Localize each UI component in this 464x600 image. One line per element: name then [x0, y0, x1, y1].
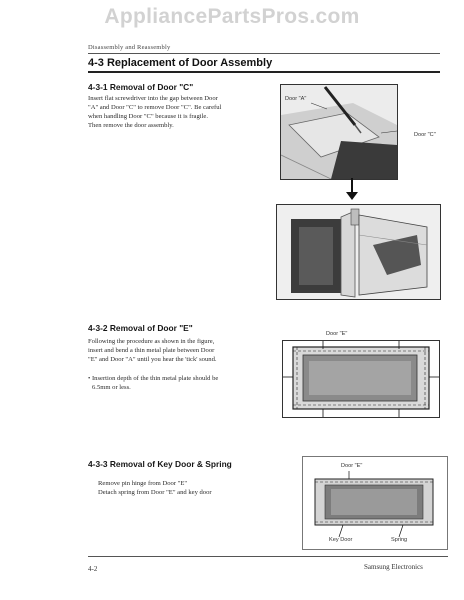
subsection-body-4-3-2 — [88, 337, 280, 364]
body-line: Then remove the door assembly. — [88, 122, 174, 129]
header-rule-thin — [88, 53, 440, 54]
subsection-note-4-3-2 — [88, 374, 280, 392]
watermark-text: AppliancePartsPros.com — [104, 5, 360, 28]
figure-door-assembly — [276, 204, 441, 300]
figure-key-door-drawing — [303, 457, 447, 549]
body-line: Remove pin hinge from Door "E" — [98, 480, 188, 487]
footer-company: Samsung Electronics — [364, 563, 423, 571]
running-head: Disassembly and Reassembly — [88, 44, 171, 51]
subsection-body-4-3-1 — [88, 94, 278, 130]
body-line: insert and bend a thin metal plate between Door — [88, 347, 215, 354]
section-title: 4-3 Replacement of Door Assembly — [88, 57, 273, 69]
section-title-rule — [88, 71, 440, 73]
subsection-title-4-3-3: 4-3-3 Removal of Key Door & Spring — [88, 459, 232, 469]
figure-label-spring: Spring — [391, 537, 408, 543]
note-line: • Insertion depth of the thin metal plate should be — [88, 375, 219, 382]
page-number: 4-2 — [88, 565, 98, 573]
figure-key-door-spring — [302, 456, 448, 550]
figure-label-door-c: Door "C" — [414, 132, 436, 138]
subsection-title-4-3-2: 4-3-2 Removal of Door "E" — [88, 323, 193, 333]
body-line: Following the procedure as shown in the figure, — [88, 338, 215, 345]
body-line: Insert flat screwdriver into the gap between Door — [88, 95, 218, 102]
body-line: when handling Door "C" because it is fragile. — [88, 113, 209, 120]
note-line: 6.5mm or less. — [92, 384, 131, 391]
figure-label-door-e: Door "E" — [326, 331, 348, 337]
figure-label-key-door: Key Door — [329, 537, 353, 543]
arrow-down-icon — [346, 178, 358, 202]
figure-label-door-e-2: Door "E" — [341, 463, 363, 469]
figure-door-assembly-drawing — [277, 205, 440, 299]
figure-door-e-drawing — [283, 341, 439, 417]
footer-rule — [88, 556, 448, 557]
subsection-title-4-3-1: 4-3-1 Removal of Door "C" — [88, 82, 194, 92]
subsection-body-4-3-3 — [98, 479, 280, 497]
body-line: "A" and Door "C" to remove Door "C". Be careful — [88, 104, 222, 111]
figure-label-door-a: Door "A" — [285, 96, 307, 102]
figure-door-c-removal — [280, 84, 398, 180]
body-line: "E" and Door "A" until you hear the 'tick' sound. — [88, 356, 217, 363]
body-line: Detach spring from Door "E" and key door — [98, 489, 212, 496]
figure-door-e-removal — [282, 340, 440, 418]
